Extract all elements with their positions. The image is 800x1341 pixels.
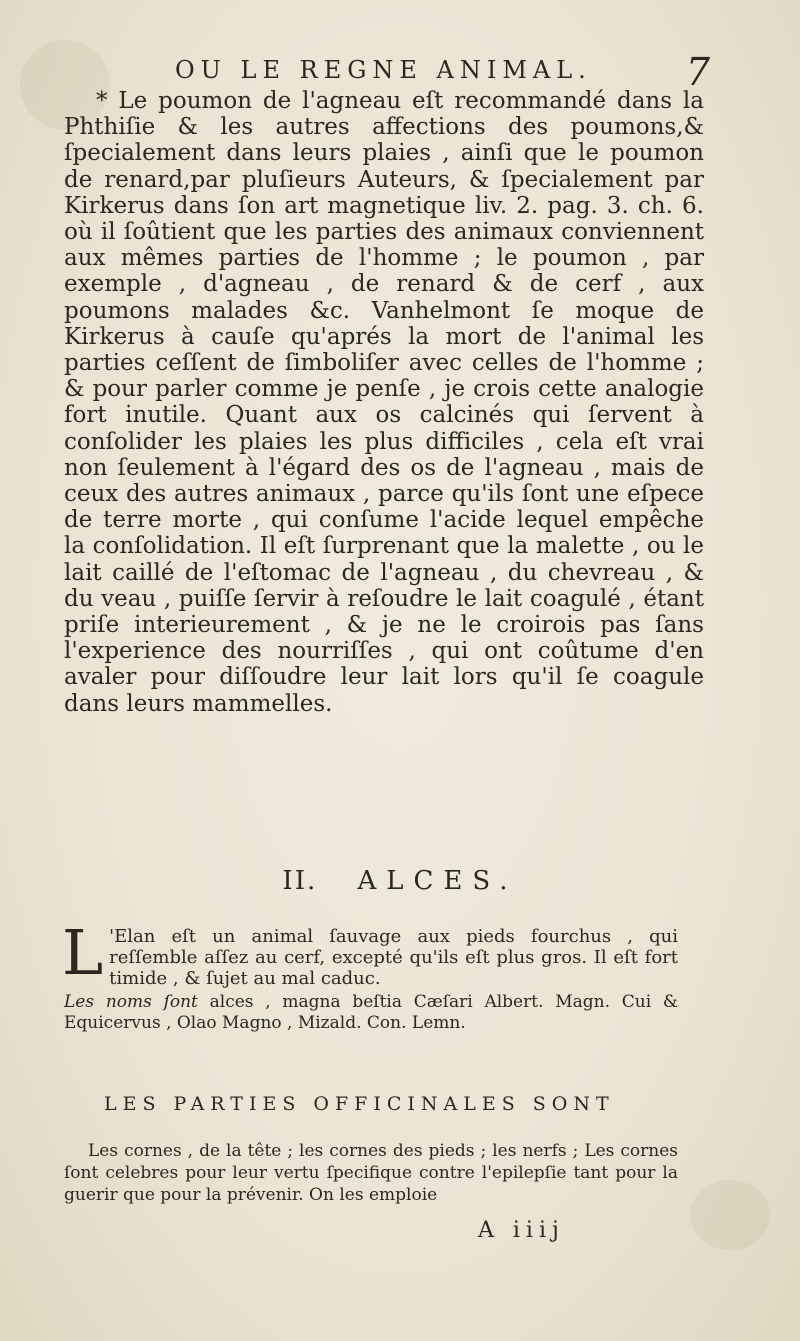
drop-cap: L [62, 916, 104, 989]
section-text [62, 916, 679, 1034]
signature-mark: A iiij [478, 1218, 565, 1243]
main-paragraph [64, 88, 704, 717]
official-parts-heading: LES PARTIES OFFICINALES SONT [104, 1093, 615, 1115]
running-title: OU LE REGNE ANIMAL. [175, 56, 592, 84]
paragraph-text: * Le poumon de l'agneau eſt recommandé dans la Phthiſie & les autres affections des poumons,& ſpecialement dans leurs plaies , ainſi que le poumon de renard,par pluſieurs Auteurs, & ſpecialement par Kirkerus dans ſon art magnetique liv. 2. pag. 3. ch. 6. où il ſoûtient que les parties des animaux conviennent aux mêmes parties de l'homme ; le poumon , par exemple , d'agneau , de renard & de cerf , aux poumons malades &c. Vanhelmont ſe moque de Kirkerus à cauſe qu'aprés la mort de l'animal les parties ceſſent de ſimboliſer avec celles de l'homme ; & pour parler comme je penſe , je crois cette analogie fort inutile. Quant aux os calcinés qui ſervent à conſolider les plaies les plus difficiles , cela eſt vrai non ſeulement à l'égard des os de l'agneau , mais de ceux des autres animaux , parce qu'ils ſont une eſpece de terre morte , qui conſume l'acide lequel empêche la conſolidation. Il eſt ſurprenant que la malette , ou le lait caillé de l'eſtomac de l'agneau , du chevreau , & du veau , puiſſe ſervir à reſoudre le lait coagulé , étant priſe interieurement , & je ne le croirois pas ſans l'experience des nourriſſes , qui ont coûtume d'en avaler pour diſſoudre leur lait lors qu'il ſe coagule dans leurs mammelles. [64, 88, 704, 717]
names-line [64, 992, 678, 1034]
names-text: alces , magna beſtia Cæſari Albert. Magn. Cui & Equicervus , Olao Magno , Mizald. Con. Lemn. [64, 992, 679, 1033]
section-title: ALCES. [357, 866, 518, 896]
section-heading [0, 866, 800, 896]
section-description: 'Elan eſt un animal ſauvage aux pieds fourchus , qui reſſemble aſſez au cerf, excepté qu'ils eſt plus gros. Il eſt fort timide , & ſujet au mal caduc. [109, 926, 678, 989]
names-intro: Les noms ſont [64, 992, 198, 1012]
page-header [60, 50, 710, 94]
page-number: 7 [685, 50, 710, 94]
official-parts-text: Les cornes , de la tête ; les cornes des pieds ; les nerfs ; Les cornes ſont celebres pour leur vertu ſpecifique contre l'epilepſie tant pour la guerir que pour la prévenir. On les emploie [64, 1141, 678, 1205]
section-number: II. [282, 866, 318, 896]
paper-stain [690, 1180, 770, 1250]
